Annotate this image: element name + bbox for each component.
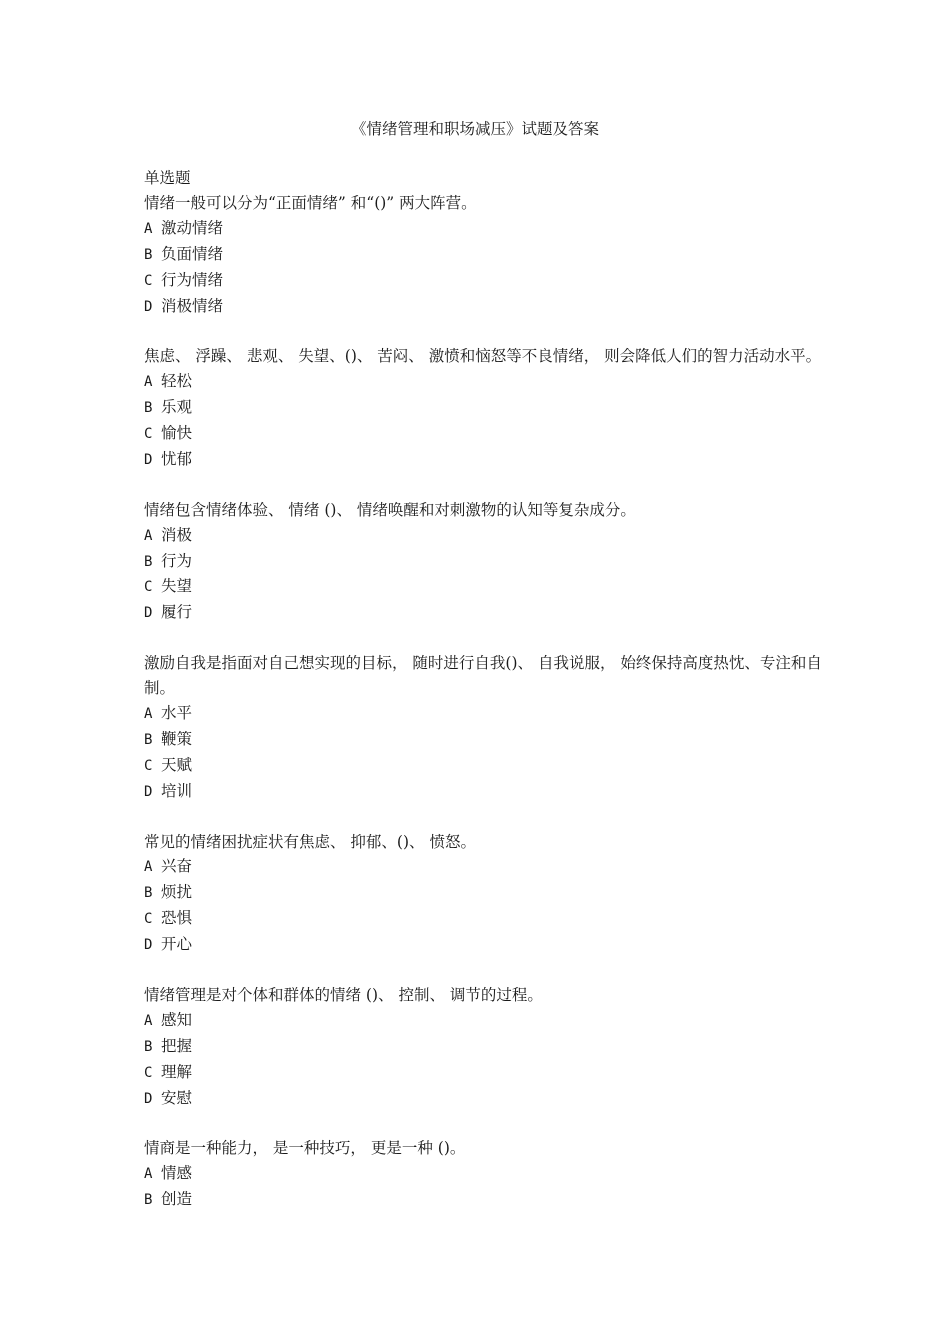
document-body: [144, 166, 824, 1213]
option-letter: D: [144, 298, 153, 315]
option-item: [144, 753, 824, 779]
option-text: 情感: [161, 1164, 193, 1183]
option-item: [144, 268, 824, 294]
option-list: [144, 523, 824, 627]
option-item: [144, 880, 824, 906]
option-text: 水平: [161, 703, 193, 722]
option-letter: B: [144, 553, 153, 570]
option-item: [144, 549, 824, 575]
option-list: [144, 1008, 824, 1112]
option-item: [144, 854, 824, 880]
question-text: 情商是一种能力， 是一种技巧， 更是一种 ()。: [144, 1139, 466, 1158]
question-text: 情绪包含情绪体验、 情绪 ()、 情绪唤醒和对刺激物的认知等复杂成分。: [144, 500, 636, 519]
option-text: 失望: [161, 577, 193, 596]
option-item: [144, 369, 824, 395]
question-item: [144, 1136, 824, 1213]
option-letter: C: [144, 911, 153, 928]
option-letter: A: [144, 374, 153, 391]
option-text: 理解: [161, 1062, 193, 1081]
option-text: 兴奋: [161, 857, 193, 876]
option-letter: C: [144, 579, 153, 596]
option-text: 忧郁: [161, 449, 193, 468]
option-text: 消极情绪: [161, 296, 224, 315]
option-item: [144, 447, 824, 473]
option-letter: A: [144, 1166, 153, 1183]
question-text: 情绪管理是对个体和群体的情绪 ()、 控制、 调节的过程。: [144, 985, 543, 1004]
option-item: [144, 523, 824, 549]
option-letter: A: [144, 859, 153, 876]
option-letter: A: [144, 705, 153, 722]
option-item: [144, 1008, 824, 1034]
option-item: [144, 600, 824, 626]
option-item: [144, 1086, 824, 1112]
question-item: [144, 830, 824, 959]
option-list: [144, 369, 824, 473]
question-text: 激励自我是指面对自己想实现的目标， 随时进行自我()、 自我说服， 始终保持高度热忱、专注和自制。: [144, 654, 822, 698]
option-letter: D: [144, 1090, 153, 1107]
option-item: [144, 932, 824, 958]
option-text: 履行: [161, 603, 193, 622]
option-item: [144, 779, 824, 805]
option-text: 培训: [161, 781, 193, 800]
question-item: [144, 344, 824, 473]
option-letter: D: [144, 605, 153, 622]
option-list: [144, 1161, 824, 1213]
question-list: [144, 191, 824, 1213]
option-item: [144, 1034, 824, 1060]
option-letter: B: [144, 885, 153, 902]
option-letter: D: [144, 937, 153, 954]
option-letter: D: [144, 451, 153, 468]
option-letter: B: [144, 731, 153, 748]
option-text: 行为: [161, 551, 193, 570]
option-letter: B: [144, 400, 153, 417]
option-text: 轻松: [161, 372, 193, 391]
option-letter: B: [144, 1192, 153, 1209]
option-text: 开心: [161, 935, 193, 954]
option-letter: C: [144, 757, 153, 774]
question-item: [144, 498, 824, 627]
option-item: [144, 1161, 824, 1187]
question-text: 焦虑、 浮躁、 悲观、 失望、()、 苦闷、 激愤和恼怒等不良情绪， 则会降低人们的智力活动水平。: [144, 347, 822, 366]
option-text: 乐观: [161, 398, 193, 417]
section-heading: 单选题: [144, 169, 191, 187]
question-text: 情绪一般可以分为“正面情绪” 和“()” 两大阵营。: [144, 193, 477, 212]
question-item: [144, 983, 824, 1112]
option-item: [144, 727, 824, 753]
option-text: 消极: [161, 525, 193, 544]
option-list: [144, 216, 824, 320]
option-item: [144, 906, 824, 932]
option-text: 创造: [161, 1190, 193, 1209]
option-letter: B: [144, 1038, 153, 1055]
option-text: 行为情绪: [161, 270, 224, 289]
option-item: [144, 216, 824, 242]
option-letter: C: [144, 272, 153, 289]
option-item: [144, 574, 824, 600]
option-item: [144, 242, 824, 268]
option-item: [144, 395, 824, 421]
option-item: [144, 1187, 824, 1213]
option-letter: A: [144, 220, 153, 237]
option-letter: D: [144, 783, 153, 800]
option-text: 负面情绪: [161, 244, 224, 263]
option-letter: C: [144, 1064, 153, 1081]
option-text: 安慰: [161, 1088, 193, 1107]
option-text: 恐惧: [161, 909, 193, 928]
option-list: [144, 854, 824, 958]
option-item: [144, 421, 824, 447]
option-text: 天赋: [161, 755, 193, 774]
option-letter: A: [144, 1012, 153, 1029]
question-item: [144, 191, 824, 320]
option-text: 激动情绪: [161, 218, 224, 237]
option-item: [144, 701, 824, 727]
option-text: 感知: [161, 1010, 193, 1029]
option-item: [144, 1060, 824, 1086]
question-item: [144, 651, 824, 804]
option-item: [144, 294, 824, 320]
option-list: [144, 701, 824, 805]
option-letter: B: [144, 246, 153, 263]
option-text: 把握: [161, 1036, 193, 1055]
question-text: 常见的情绪困扰症状有焦虑、 抑郁、()、 愤怒。: [144, 832, 476, 851]
option-text: 烦扰: [161, 883, 193, 902]
option-text: 愉快: [161, 424, 193, 443]
option-letter: C: [144, 426, 153, 443]
option-text: 鞭策: [161, 729, 193, 748]
option-letter: A: [144, 527, 153, 544]
document-title: 《情绪管理和职场减压》试题及答案: [350, 120, 599, 138]
